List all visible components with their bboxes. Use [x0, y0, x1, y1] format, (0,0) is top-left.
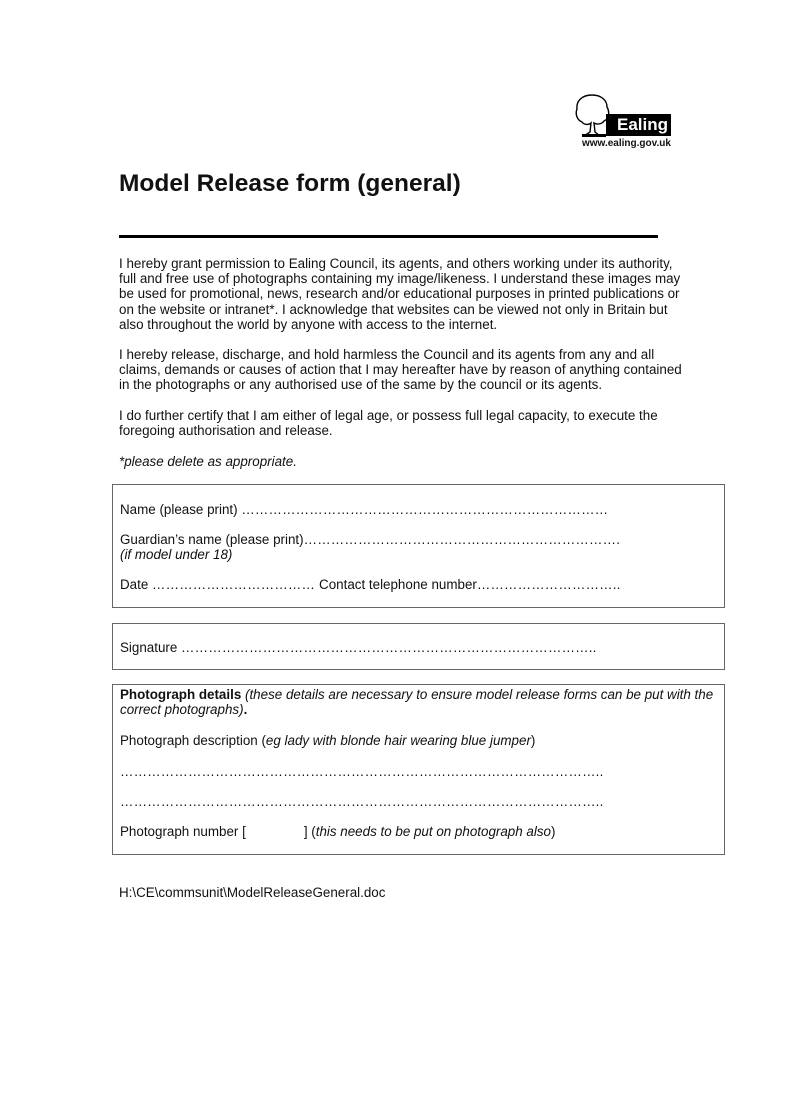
guardian-name-field[interactable]: [120, 532, 620, 547]
name-field[interactable]: [120, 502, 608, 517]
guardian-note: (if model under 18): [120, 547, 233, 562]
date-input-line[interactable]: ………………………………: [152, 577, 320, 592]
phone-input-line[interactable]: …………………………..: [476, 577, 621, 592]
title-divider: [119, 235, 658, 238]
photo-heading-note: (these details are necessary to ensure model release forms can be put with the correct photographs): [120, 687, 714, 717]
signature-field[interactable]: [120, 640, 597, 655]
photo-number-field: Photograph number [ ] (this needs to be put on photograph also): [120, 824, 556, 839]
photo-number-label: Photograph number [: [120, 824, 246, 839]
date-phone-row: [120, 577, 621, 592]
photo-details-heading: Photograph details (these details are necessary to ensure model release forms can be put with the correct photographs).: [120, 687, 714, 717]
photo-number-note: this needs to be put on photograph also: [315, 824, 551, 839]
guardian-label: Guardian’s name (please print): [120, 532, 304, 547]
photo-heading-label: Photograph details: [120, 687, 242, 702]
description-line-2[interactable]: ……………………………………………………………………………………………..: [120, 794, 604, 809]
footnote: *please delete as appropriate.: [119, 454, 297, 469]
paragraph-release: I hereby release, discharge, and hold harmless the Council and its agents from any and all claims, demands or causes of action that I may hereafter have by reason of anything contained in the photographs or any authorised use of the same by the council or its agents.: [119, 347, 682, 393]
date-label: Date: [120, 577, 153, 592]
personal-details-box: [112, 484, 725, 608]
brand-url: www.ealing.gov.uk: [582, 138, 671, 149]
signature-label: Signature: [120, 640, 182, 655]
phone-label: Contact telephone number: [319, 577, 477, 592]
description-example: eg lady with blonde hair wearing blue jumper: [265, 733, 531, 748]
guardian-input-line[interactable]: …………………………………………………………….: [303, 532, 621, 547]
paragraph-certify: I do further certify that I am either of legal age, or possess full legal capacity, to execute the foregoing authorisation and release.: [119, 408, 658, 439]
brand-name: Ealing: [606, 114, 671, 136]
description-line-1[interactable]: ……………………………………………………………………………………………..: [120, 764, 604, 779]
name-input-line[interactable]: ………………………………………………………………………: [241, 502, 609, 517]
photo-description-label: Photograph description (eg lady with blonde hair wearing blue jumper): [120, 733, 536, 748]
paragraph-grant: I hereby grant permission to Ealing Council, its agents, and others working under its authority, full and free use of photographs containing my image/likeness. I understand these images may be used for promotional, news, research and/or educational purposes in printed publications or on the website or intranet*. I acknowledge that websites can be viewed not only in Britain but also throughout the world by anyone with access to the internet.: [119, 256, 681, 332]
signature-input-line[interactable]: ………………………………………………………………………………..: [181, 640, 597, 655]
ealing-logo: [572, 92, 672, 152]
file-path: H:\CE\commsunit\ModelReleaseGeneral.doc: [119, 885, 386, 900]
name-label: Name (please print): [120, 502, 242, 517]
page-title: Model Release form (general): [119, 170, 461, 197]
signature-box: [112, 623, 725, 670]
photograph-details-box: [112, 684, 725, 855]
